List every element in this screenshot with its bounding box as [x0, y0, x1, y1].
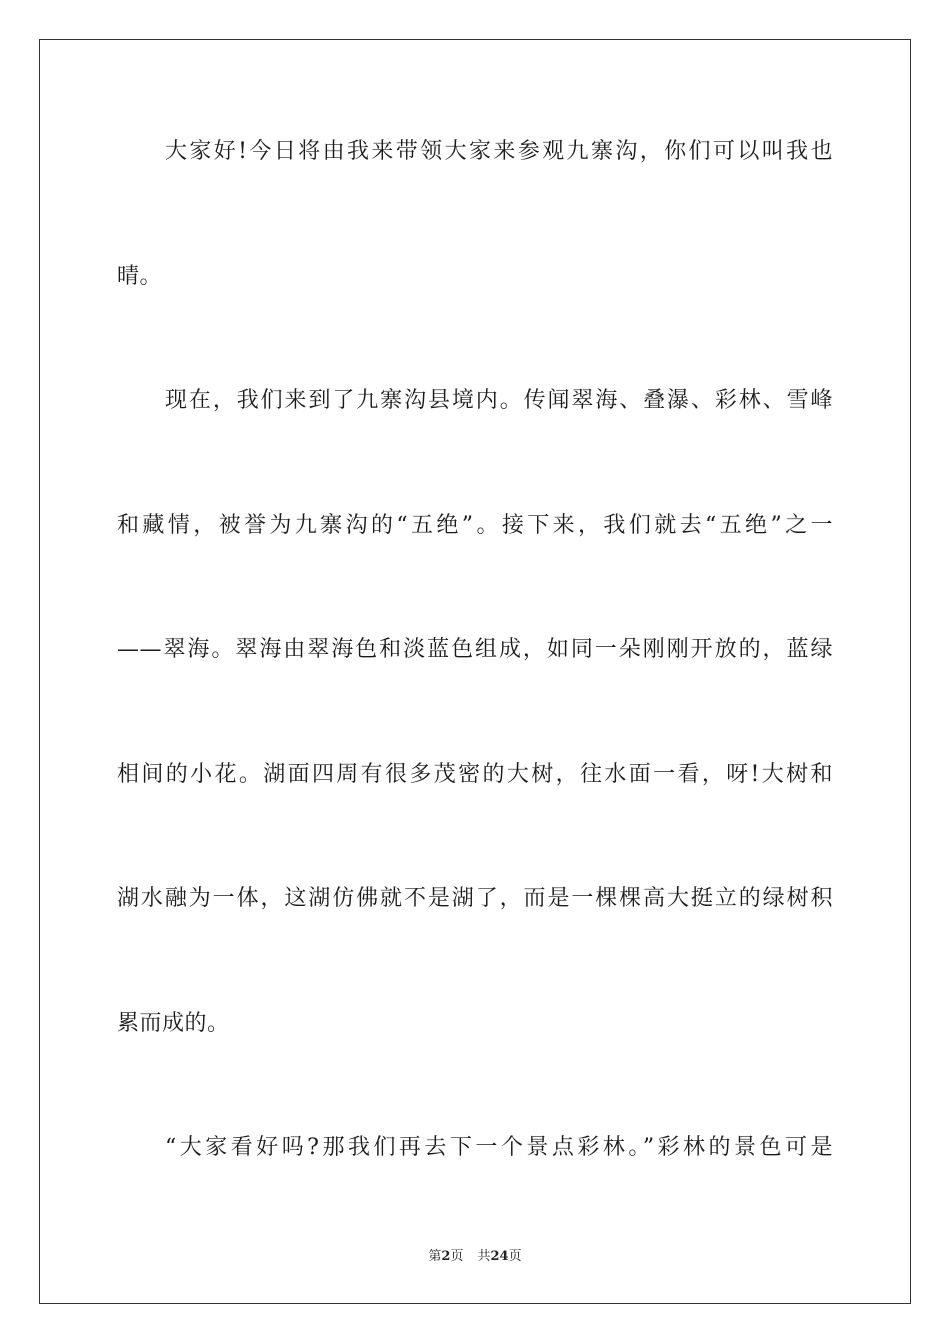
- page-number: 2: [441, 1249, 451, 1264]
- page-suffix: 页: [450, 1249, 464, 1264]
- total-suffix: 页: [508, 1249, 522, 1264]
- total-prefix: 共: [477, 1249, 491, 1264]
- total-pages: 24: [490, 1249, 509, 1264]
- paragraph-line-3: 现在，我们来到了九寨沟县境内。传闻翠海、叠瀑、彩林、雪峰: [165, 388, 833, 413]
- paragraph-line-1: 大家好!今日将由我来带领大家来参观九寨沟，你们可以叫我也: [165, 139, 833, 164]
- paragraph-line-5: ——翠海。翠海由翠海色和淡蓝色组成，如同一朵刚刚开放的，蓝绿: [117, 637, 833, 662]
- paragraph-line-4: 和藏情，被誉为九寨沟的“五绝”。接下来，我们就去“五绝”之一: [117, 513, 833, 538]
- page-border: [39, 39, 911, 1304]
- paragraph-line-6: 相间的小花。湖面四周有很多茂密的大树，往水面一看，呀!大树和: [117, 762, 833, 787]
- page-footer: [0, 1248, 950, 1266]
- paragraph-line-2: 晴。: [117, 264, 163, 289]
- page-prefix: 第: [428, 1249, 442, 1264]
- paragraph-line-9: “大家看好吗?那我们再去下一个景点彩林。”彩林的景色可是: [165, 1135, 833, 1160]
- paragraph-line-7: 湖水融为一体，这湖仿佛就不是湖了，而是一棵棵高大挺立的绿树积: [117, 886, 833, 911]
- paragraph-line-8: 累而成的。: [117, 1011, 230, 1036]
